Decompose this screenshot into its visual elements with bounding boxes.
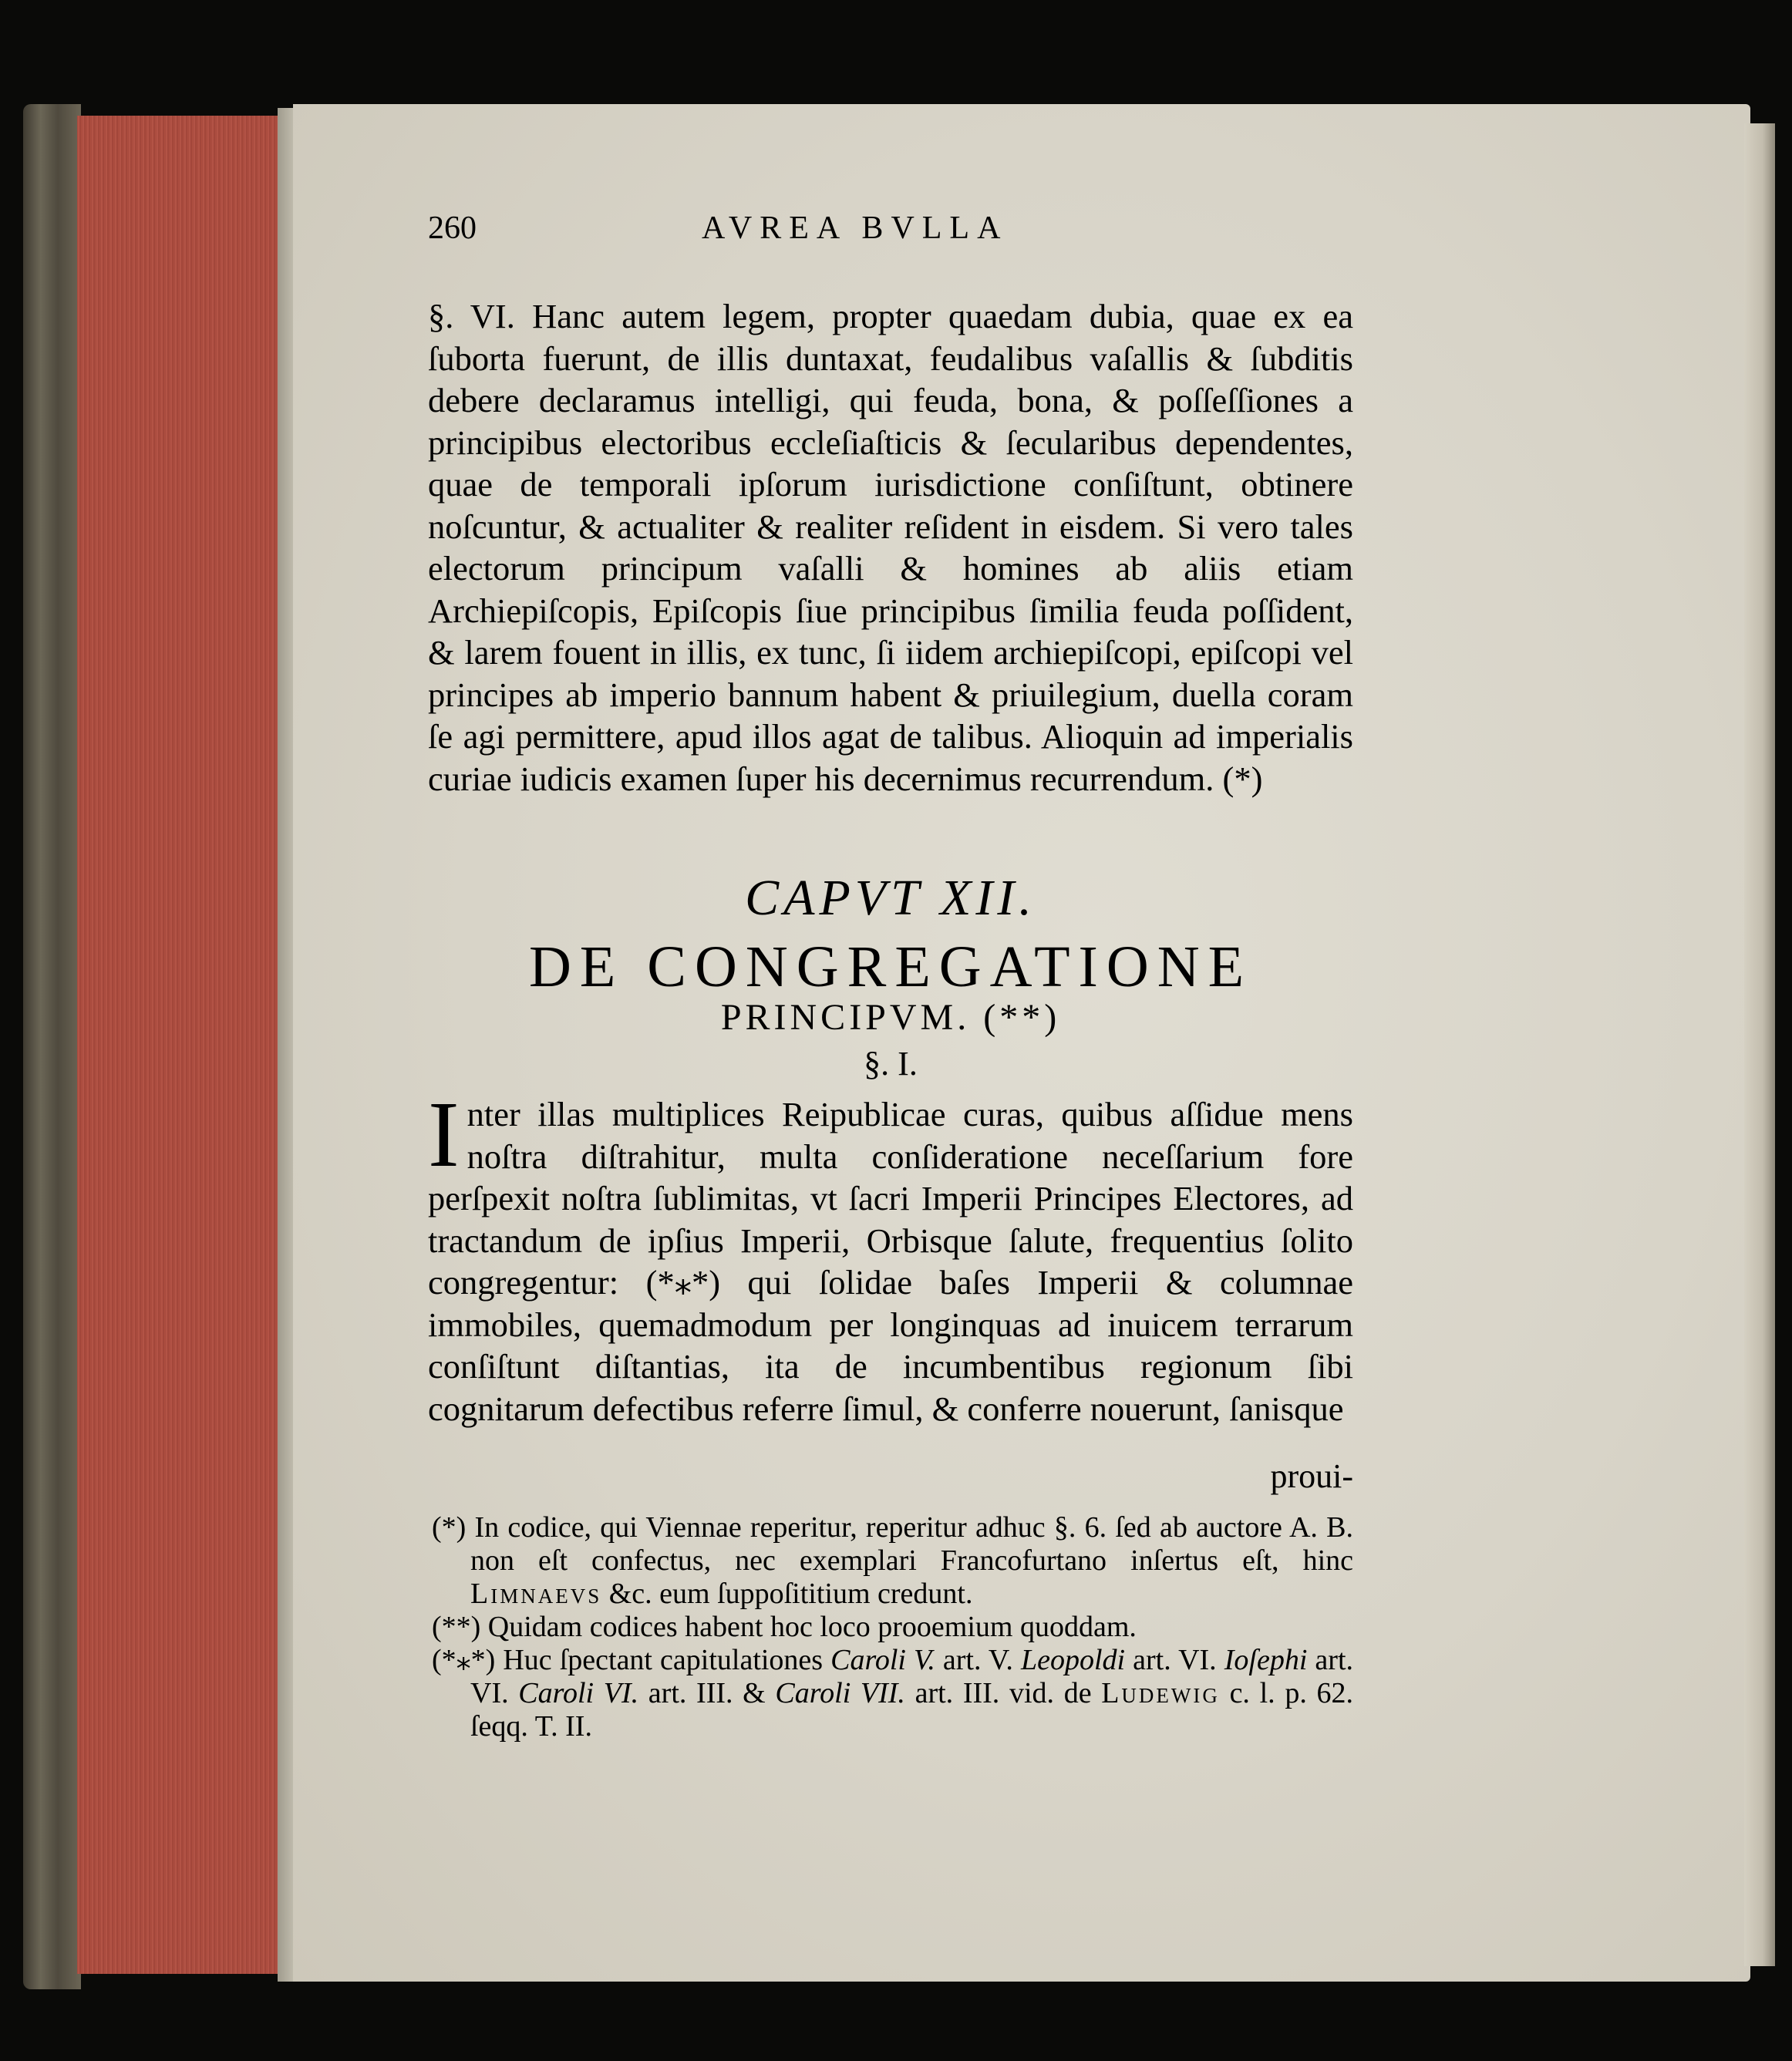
book-binding — [23, 104, 81, 1989]
section-i-text: nter illas multiplices Reipublicae curas, quibus aſſidue mens noſtra diſtrahitur, multa conſideratione neceſſarium fore perſpexit noſtra ſublimitas, vt ſacri Imperii Principes Electores, ad tractandum de ipſius Imperii, Orbisque ſalute, frequentius ſolito congregentur: (*⁎*) qui ſolidae baſes Imperii & columnae immobiles, quemadmodum per longinquas ad inuicem terrarum conſiſtunt diſtantias, ita de incumbentibus regionum ſibi cognitarum defectibus referre ſimul, & conferre nouerunt, ſanisque — [428, 1095, 1353, 1428]
section-i-paragraph — [428, 1083, 1353, 1430]
running-title: AVREA BVLLA — [702, 210, 1009, 246]
drop-initial: I — [428, 1083, 460, 1187]
footnote-2: (**) Quidam codices habent hoc loco prooemium quoddam. — [432, 1611, 1137, 1643]
running-head — [428, 210, 1392, 256]
section-number: §. I. — [864, 1045, 918, 1083]
author-name: Limnaevs — [470, 1578, 602, 1610]
chapter-title: DE CONGREGATIONE — [528, 935, 1253, 999]
page-number: 260 — [428, 210, 477, 246]
chapter-subtitle: PRINCIPVM. (**) — [720, 997, 1061, 1038]
facing-page-edge — [1744, 123, 1775, 1966]
catchword: proui- — [1270, 1457, 1353, 1495]
page-edges — [77, 116, 285, 1974]
footnote-3: (*⁎*) Huc ſpectant capitulationes Caroli V. art. V. Leopoldi art. VI. Ioſephi art. VI. Caroli VI. art. III. & Caroli VII. art. III. vid. de Ludewig c. l. p. 62. ſeqq. T. II. — [432, 1644, 1354, 1743]
chapter-number: CAPVT XII. — [745, 870, 1036, 926]
author-name: Ludewig — [1101, 1677, 1220, 1709]
footnote-1: (*) In codice, qui Viennae reperitur, reperitur adhuc §. 6. ſed ab auctore A. B. non eſt confectus, nec exemplari Francofurtano inſertus eſt, hinc Limnaevs &c. eum ſuppoſititium credunt. — [432, 1511, 1353, 1610]
footnotes — [428, 1511, 1353, 1743]
section-vi-paragraph: §. VI. Hanc autem legem, propter quaedam dubia, quae ex ea ſuborta fuerunt, de illis duntaxat, feudalibus vaſallis & ſubditis debere declaramus intelligi, qui feuda, bona, & poſſeſſiones a principibus electoribus eccleſiaſticis & ſecularibus dependentes, quae de temporali ipſorum iurisdictione conſiſtunt, obtinere noſcuntur, & actualiter & realiter reſident in eisdem. Si vero tales electorum principum vaſalli & homines ab aliis etiam Archiepiſcopis, Epiſcopis ſiue principibus ſimilia feuda poſſident, & larem fouent in illis, ex tunc, ſi iidem archiepiſcopi, epiſcopi vel principes ab imperio bannum habent & priuilegium, duella coram ſe agi permittere, apud illos agat de talibus. Alioquin ad imperialis curiae iudicis examen ſuper his decernimus recurrendum. (*) — [428, 297, 1353, 798]
